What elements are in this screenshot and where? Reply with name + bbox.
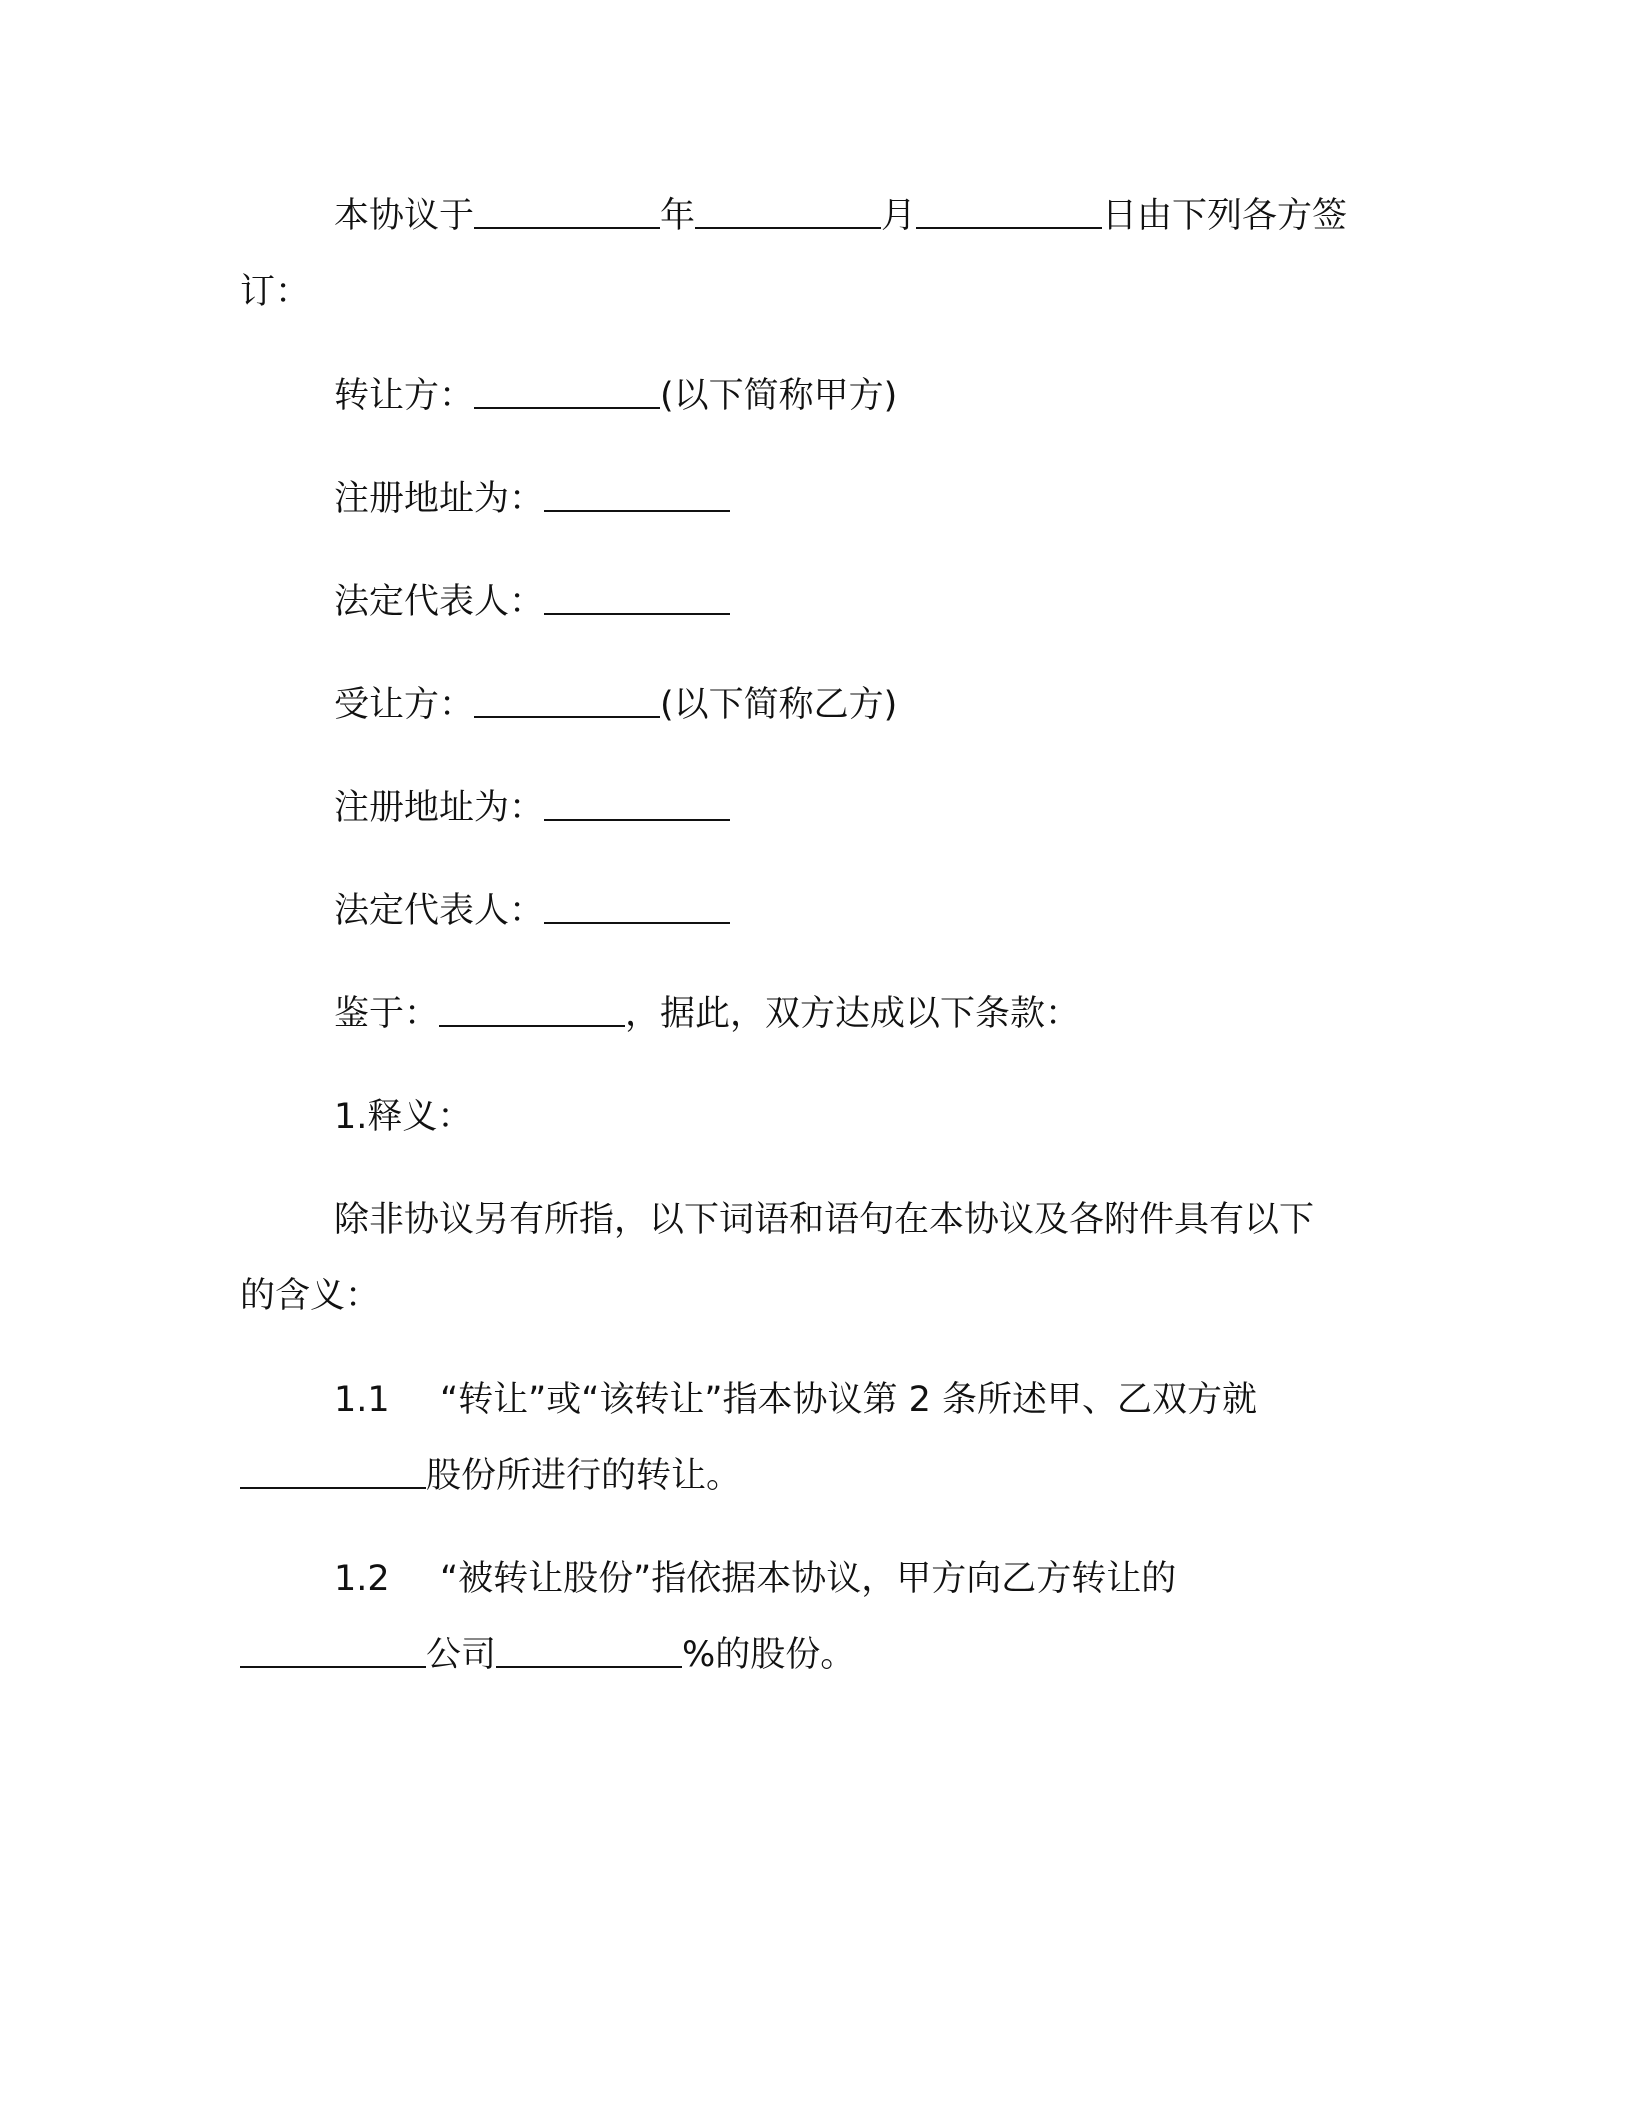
whereas-label: 鉴于：: [334, 994, 440, 1034]
transferee-address-label: 注册地址为：: [334, 788, 545, 828]
transferor-blank: [474, 377, 660, 409]
transferee-suffix: (以下简称乙方): [660, 685, 898, 725]
definitions-intro-line-1: [334, 1198, 1314, 1242]
agreement-date-line-2: [240, 270, 310, 314]
clause-1-2-company-blank: [240, 1636, 426, 1668]
transferee-blank: [474, 686, 660, 718]
day-blank: [916, 197, 1102, 229]
definitions-intro-line-2: [240, 1274, 380, 1318]
transferor-rep-line: [334, 580, 730, 624]
clause-1-2-line-2: [240, 1633, 855, 1677]
clause-1-1-text-1: “转让”或“该转让”指本协议第 2 条所述甲、乙双方就: [440, 1380, 1258, 1420]
whereas-blank: [439, 995, 625, 1027]
transferor-address-label: 注册地址为：: [334, 479, 545, 519]
transferee-label: 受让方：: [334, 685, 475, 725]
agreement-date-suffix: 日由下列各方签: [1102, 196, 1348, 236]
transferee-rep-line: [334, 889, 730, 933]
transferee-address-line: [334, 786, 730, 830]
month-blank: [695, 197, 881, 229]
section-1-title-text: 1.释义：: [334, 1097, 473, 1137]
clause-1-2-text-1: “被转让股份”指依据本协议，甲方向乙方转让的: [440, 1559, 1177, 1599]
clause-1-2-percent-label: %的股份。: [682, 1635, 856, 1675]
clause-1-1-text-2: 股份所进行的转让。: [426, 1456, 742, 1496]
transferor-rep-label: 法定代表人：: [334, 582, 545, 622]
transferor-rep-blank: [544, 583, 730, 615]
clause-1-2-number: 1.2: [334, 1559, 390, 1599]
whereas-line: [334, 992, 1080, 1036]
clause-1-1-line-1: [334, 1378, 1257, 1422]
clause-1-2-percent-blank: [496, 1636, 682, 1668]
transferee-rep-label: 法定代表人：: [334, 891, 545, 931]
whereas-suffix: ，据此，双方达成以下条款：: [625, 994, 1081, 1034]
transferee-rep-blank: [544, 892, 730, 924]
transferor-line: [334, 374, 897, 418]
clause-1-2-company-label: 公司: [426, 1635, 497, 1675]
transferee-line: [334, 683, 897, 727]
section-1-title: [334, 1095, 472, 1139]
clause-1-1-number: 1.1: [334, 1380, 390, 1420]
agreement-date-prefix: 本协议于: [334, 196, 475, 236]
transferor-suffix: (以下简称甲方): [660, 376, 898, 416]
transferee-address-blank: [544, 789, 730, 821]
clause-1-2-line-1: [334, 1557, 1176, 1601]
year-label: 年: [660, 196, 696, 236]
year-blank: [474, 197, 660, 229]
clause-1-1-line-2: [240, 1454, 741, 1498]
definitions-intro-text-1: 除非协议另有所指，以下词语和语句在本协议及各附件具有以下: [334, 1200, 1315, 1240]
transferor-address-blank: [544, 480, 730, 512]
definitions-intro-text-2: 的含义：: [240, 1276, 381, 1316]
agreement-date-end: 订：: [240, 272, 311, 312]
transferor-address-line: [334, 477, 730, 521]
transferor-label: 转让方：: [334, 376, 475, 416]
agreement-date-line: [334, 194, 1347, 238]
clause-1-1-blank: [240, 1457, 426, 1489]
month-label: 月: [881, 196, 917, 236]
